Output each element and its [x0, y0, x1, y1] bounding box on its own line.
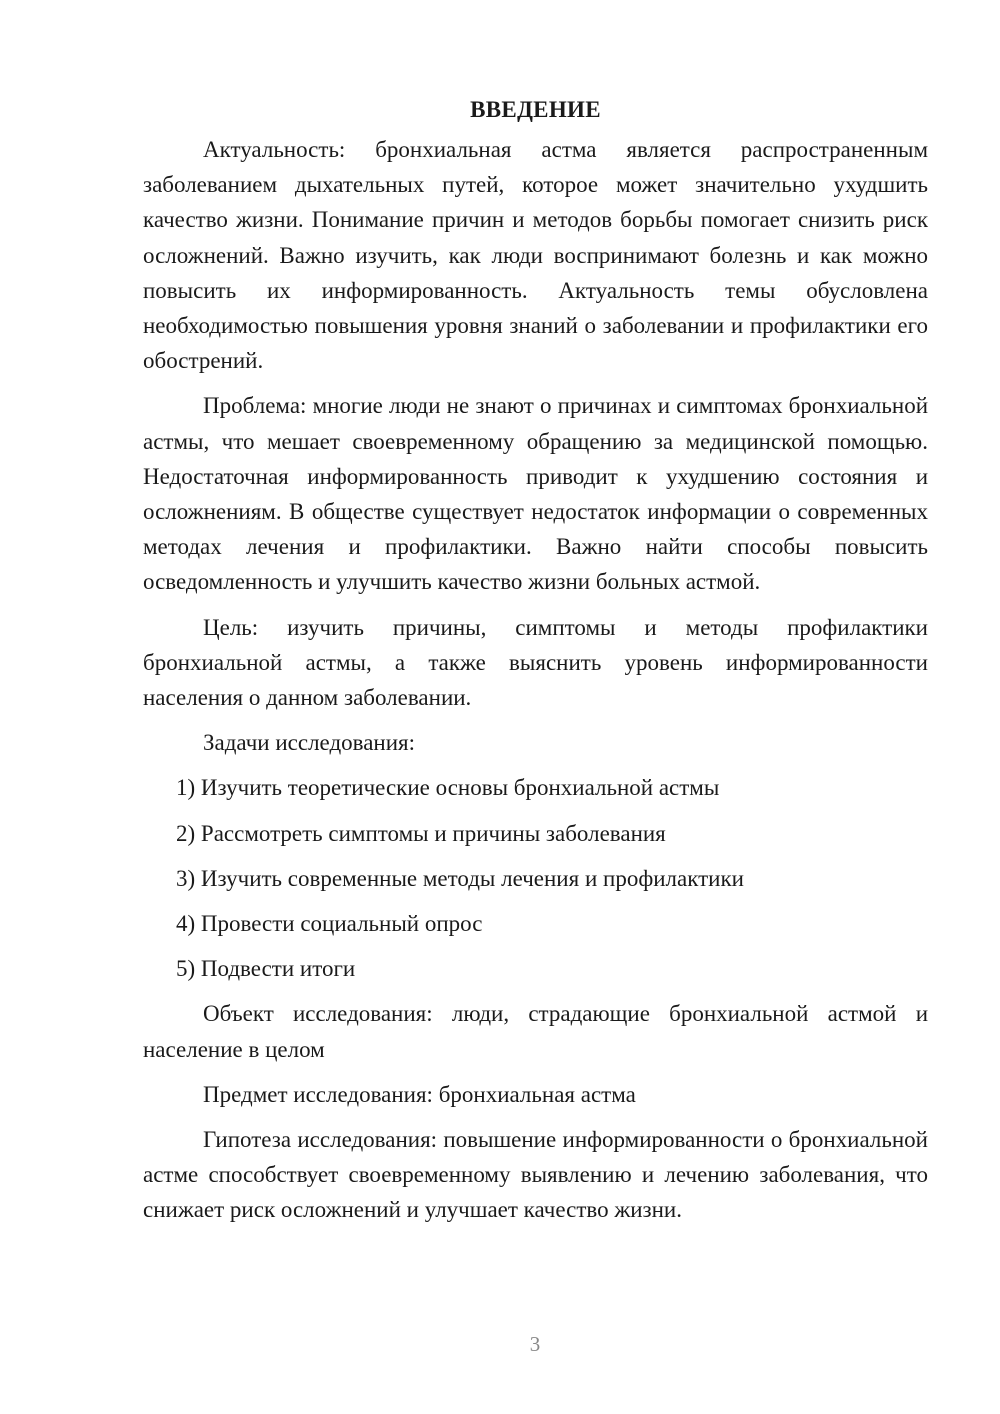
problem-paragraph: Проблема: многие люди не знают о причинах и симптомах бронхиальной астмы, что мешает своевременному обращению за медицинской помощью. Недостаточная информированность приводит к ухудшению состояния и осложнениям. В обществе существует недостаток информации о современных методах лечения и профилактики. Важно найти способы повысить осведомленность и улучшить качество жизни больных астмой. — [143, 393, 928, 595]
task-item: 2) Рассмотреть симптомы и причины заболевания — [176, 820, 666, 846]
task-item: 3) Изучить современные методы лечения и профилактики — [176, 865, 744, 891]
subject-paragraph: Предмет исследования: бронхиальная астма — [203, 1081, 636, 1107]
tasks-list — [143, 770, 928, 986]
hypothesis-paragraph: Гипотеза исследования: повышение информированности о бронхиальной астме способствует своевременному выявлению и лечению заболевания, что снижает риск осложнений и улучшает качество жизни. — [143, 1127, 928, 1223]
section-title: ВВЕДЕНИЕ — [470, 97, 601, 122]
task-item: 5) Подвести итоги — [176, 956, 356, 982]
task-item: 4) Провести социальный опрос — [176, 911, 483, 937]
page-number: 3 — [529, 1332, 541, 1356]
goal-paragraph: Цель: изучить причины, симптомы и методы профилактики бронхиальной астмы, а также выяснить уровень информированности населения о данном заболевании. — [143, 614, 928, 711]
tasks-heading: Задачи исследования: — [203, 730, 416, 756]
relevance-paragraph: Актуальность: бронхиальная астма является распространенным заболеванием дыхательных путей, которое может значительно ухудшить качество жизни. Понимание причин и методов борьбы помогает снизить риск осложнений. Важно изучить, как люди воспринимают болезнь и как можно повысить их информированность. Актуальность темы обусловлена необходимостью повышения уровня знаний о заболевании и профилактики его обострений. — [143, 137, 928, 374]
object-paragraph: Объект исследования: люди, страдающие бронхиальной астмой и население в целом — [143, 1001, 928, 1062]
task-item: 1) Изучить теоретические основы бронхиальной астмы — [176, 775, 720, 801]
document-page — [143, 92, 928, 1238]
